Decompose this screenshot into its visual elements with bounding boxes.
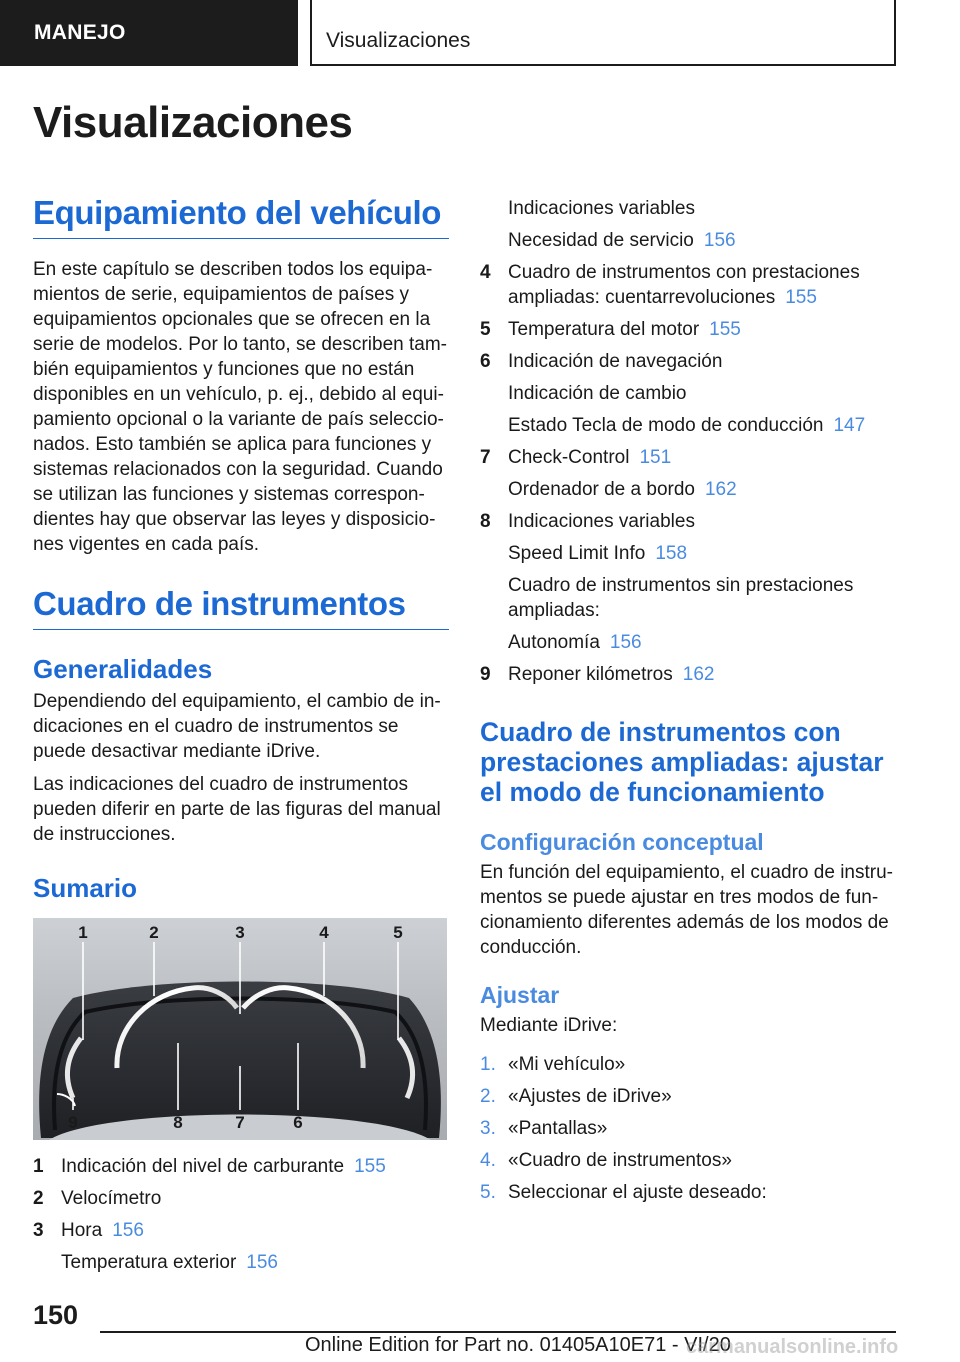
callout-3: 3: [235, 923, 245, 942]
instrument-cluster-image: [33, 918, 447, 1140]
list-item: 4 Cuadro de instrumentos con prestaciones ampliadas: cuentarrevoluciones 155: [480, 262, 860, 308]
list-item: 3 Hora 156: [33, 1220, 144, 1241]
footer-divider: [100, 1331, 896, 1333]
adjust-heading: Ajustar: [480, 982, 560, 1008]
concept-heading: Configuración conceptual: [480, 829, 764, 855]
page-title: Visualizaciones: [33, 98, 353, 147]
concept-paragraph: En función del equipamiento, el cuadro de instrumentos se puede ajustar en tres modos de funcionamiento diferentes además de los modos de conducción.: [480, 862, 893, 958]
page-reference-link[interactable]: 155: [709, 319, 741, 340]
callout-4: 4: [319, 923, 329, 942]
list-item: 5 Temperatura del motor 155: [480, 319, 741, 340]
general-paragraph-1: Dependiendo del equipamiento, el cambio de indicaciones en el cuadro de instrumentos se puede desactivar mediante iDrive.: [33, 691, 441, 762]
list-item-continuation: Temperatura exterior 156: [61, 1252, 278, 1273]
mode-heading: Cuadro de instrumentos con prestaciones ampliadas: ajustar el modo de funcionamiento: [480, 717, 884, 807]
list-item-continuation: Indicación de cambio: [508, 383, 687, 404]
step-item: 1. «Mi vehículo»: [480, 1054, 626, 1075]
page-reference-link[interactable]: 156: [246, 1252, 278, 1273]
summary-heading: Sumario: [33, 873, 138, 903]
cluster-heading: Cuadro de instrumentos: [33, 585, 449, 630]
section-tab: MANEJO: [0, 0, 298, 66]
callout-7: 7: [235, 1113, 245, 1132]
list-item: 1 Indicación del nivel de carburante 155: [33, 1156, 386, 1177]
chapter-tab: Visualizaciones: [310, 0, 896, 66]
watermark: carmanualsonline.info: [686, 1336, 899, 1358]
list-item-continuation: Necesidad de servicio 156: [508, 230, 736, 251]
equipment-heading: Equipamiento del vehículo: [33, 194, 449, 239]
list-item: 8 Indicaciones variables: [480, 511, 695, 532]
legend-list-left: [33, 1154, 449, 1275]
list-item-continuation: Cuadro de instrumentos sin prestaciones ampliadas:: [508, 575, 854, 621]
page-reference-link[interactable]: 155: [354, 1156, 386, 1177]
step-item: 5. Seleccionar el ajuste deseado:: [480, 1182, 767, 1203]
left-column: [33, 194, 449, 1282]
list-item-continuation: Ordenador de a bordo 162: [508, 479, 737, 500]
page-reference-link[interactable]: 156: [112, 1220, 144, 1241]
page-number: 150: [33, 1300, 79, 1330]
page-reference-link[interactable]: 151: [639, 447, 672, 468]
step-list: [480, 1052, 896, 1205]
callout-9: 9: [68, 1113, 78, 1132]
page-reference-link[interactable]: 156: [609, 632, 642, 653]
list-item: 7 Check-Control 151: [480, 447, 672, 468]
page-reference-link[interactable]: 147: [833, 415, 866, 436]
step-item: 3. «Pantallas»: [480, 1118, 608, 1139]
page-header: [0, 0, 896, 66]
page-reference-link[interactable]: 162: [682, 664, 715, 685]
callout-2: 2: [149, 923, 159, 942]
general-heading: Generalidades: [33, 654, 213, 684]
footer-edition: Online Edition for Part no. 01405A10E71 - VI/20: [305, 1334, 731, 1356]
page-reference-link[interactable]: 155: [785, 287, 817, 308]
callout-8: 8: [173, 1113, 183, 1132]
callout-5: 5: [393, 923, 403, 942]
callout-1: 1: [78, 923, 88, 942]
general-paragraph-2: Las indicaciones del cuadro de instrumentos pueden diferir en parte de las figuras del manual de instrucciones.: [33, 774, 441, 845]
list-item-continuation: Autonomía 156: [508, 632, 642, 653]
instrument-cluster-drawing: [33, 918, 447, 1140]
step-item: 2. «Ajustes de iDrive»: [480, 1086, 672, 1107]
callout-6: 6: [293, 1113, 303, 1132]
step-item: 4. «Cuadro de instrumentos»: [480, 1150, 732, 1171]
list-item-continuation: Speed Limit Info 158: [508, 543, 688, 564]
equipment-paragraph: En este capítulo se describen todos los equipamientos de serie, equipamientos de países y equipamientos opcionales que se ofrecen en la serie de modelos. Por lo tanto, se describen también equipamientos y funciones que no están disponibles en un vehículo, p. ej., debido al equipamiento opcional o la variante de país seleccionados. Esto también se aplica para funciones y sistemas relacionados con la seguridad. Cuando se utilizan las funciones y sistemas correspondientes hay que observar las leyes y disposiciones vigentes en cada país.: [33, 259, 447, 555]
adjust-intro: Mediante iDrive:: [480, 1015, 618, 1036]
list-item: 9 Reponer kilómetros 162: [480, 664, 715, 685]
page-reference-link[interactable]: 156: [703, 230, 736, 251]
page-reference-link[interactable]: 158: [655, 543, 688, 564]
page-reference-link[interactable]: 162: [704, 479, 737, 500]
list-item: 6 Indicación de navegación: [480, 351, 723, 372]
right-column: [480, 196, 896, 1212]
list-item-continuation: Indicaciones variables: [508, 198, 695, 219]
list-item: 2 Velocímetro: [33, 1188, 162, 1209]
list-item-continuation: Estado Tecla de modo de conducción 147: [508, 415, 866, 436]
